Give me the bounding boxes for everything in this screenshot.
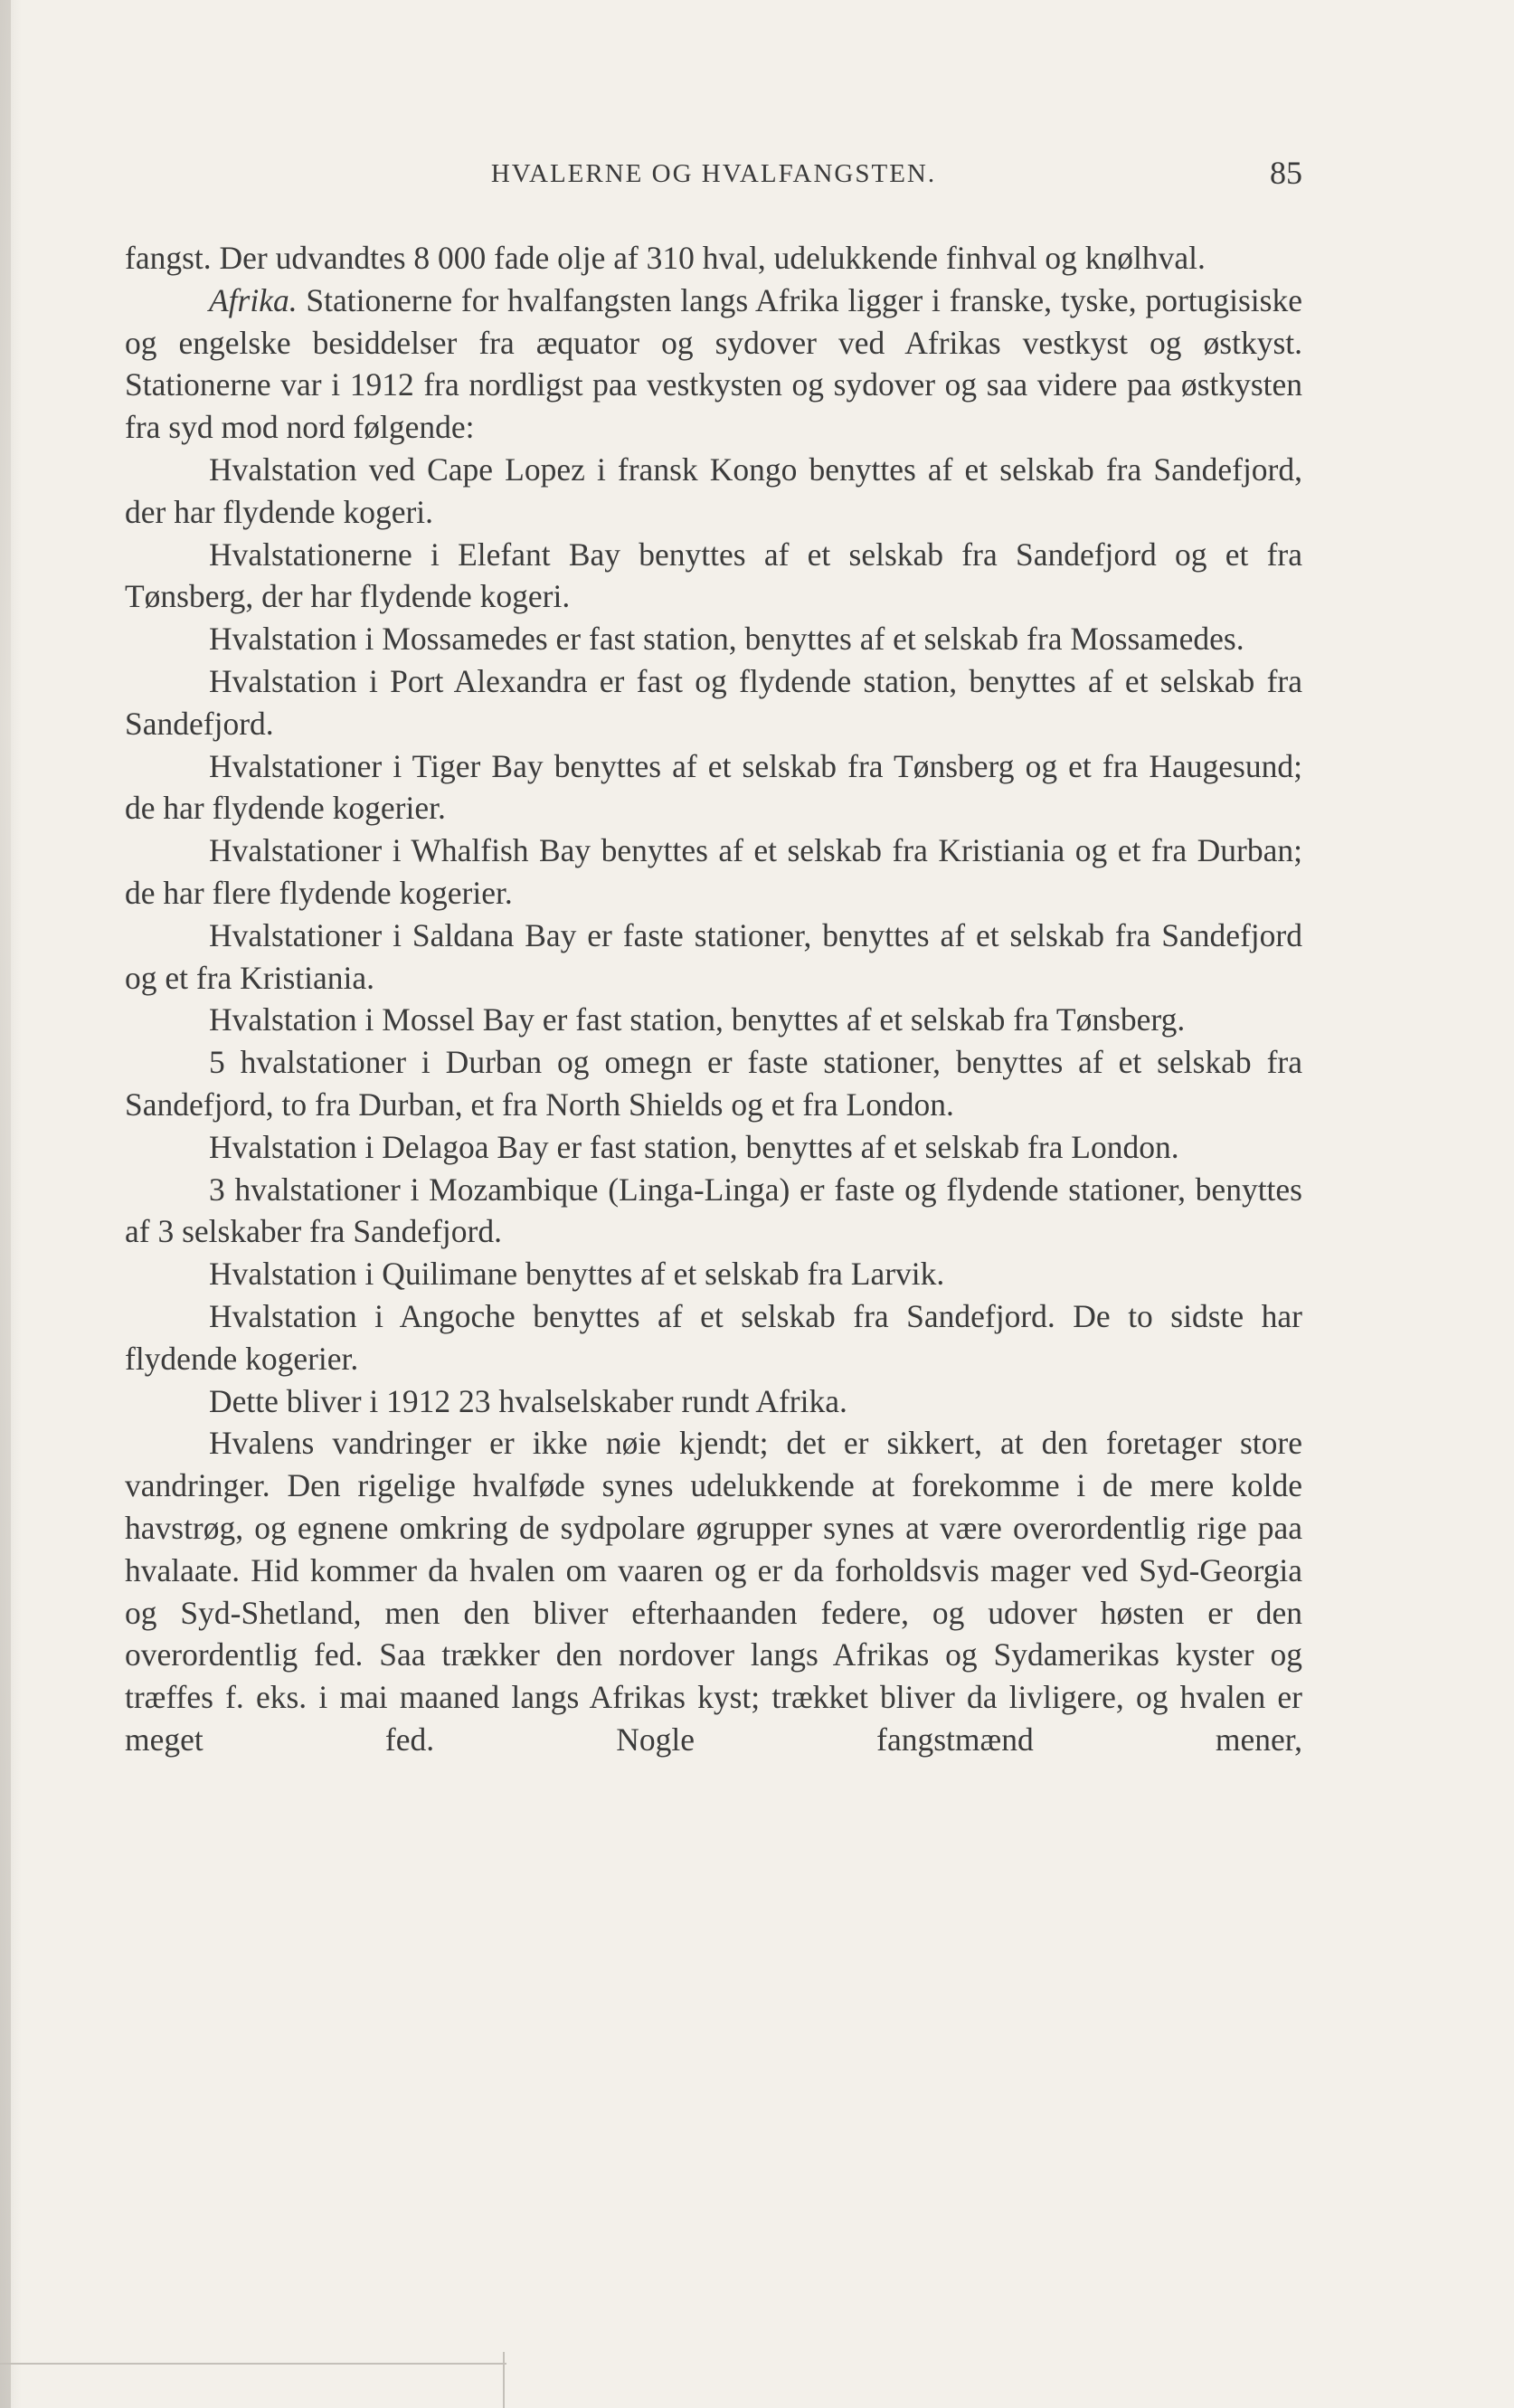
page-number: 85 [1270,155,1302,191]
paragraph-migration: Hvalens vandringer er ikke nøie kjendt; det er sikkert, at den foretager store vandringer. Den rigelige hvalføde synes udelukkende at forekomme i de mere kolde havstrøg, og egnene omkring de sydpolare øgrupper synes at være overordentlig rige paa hvalaate. Hid kommer da hvalen om vaaren og er da forholdsvis mager ved Syd-Georgia og Syd-Shetland, men den bliver efterhaanden federe, og udover høsten er den overordentlig fed. Saa trækker den nordover langs Afrikas og Sydamerikas kyster og træffes f. eks. i mai maaned langs Afrikas kyst; trækket bliver da livligere, og hvalen er meget fed. Nogle fangstmænd mener, [125,1425,1302,1758]
page-header [125,154,1302,204]
paragraph-saldana-bay: Hvalstationer i Saldana Bay er faste stationer, benyttes af et selskab fra Sandefjord og et fra Kristiania. [125,916,1302,996]
page-edge-shadow [0,0,11,2408]
section-heading-afrika: Afrika. [209,281,298,318]
running-title: HVALERNE OG HVALFANGSTEN. [490,159,937,188]
page-bottom-fold-line [0,2363,506,2365]
body-text [125,237,1302,1761]
paragraph-cape-lopez: Hvalstation ved Cape Lopez i fransk Kongo benyttes af et selskab fra Sandefjord, der har flydende kogeri. [125,450,1302,530]
page-bottom-fold-notch [503,2352,505,2408]
paragraph-delagoa-bay: Hvalstation i Delagoa Bay er fast station, benyttes af et selskab fra London. [209,1128,1179,1165]
paragraph-total: Dette bliver i 1912 23 hvalselskaber rundt Afrika. [209,1382,847,1419]
paragraph-afrika: Afrika. Stationerne for hvalfangsten langs Afrika ligger i franske, tyske, portugisiske og engelske besiddelser fra æquator og sydover ved Afrikas vestkyst og østkyst. Stationerne var i 1912 fra nordligst paa vestkysten og sydover og saa videre paa østkysten fra syd mod nord følgende: [125,281,1302,446]
paragraph-port-alexandra: Hvalstation i Port Alexandra er fast og flydende station, benyttes af et selskab fra Sandefjord. [125,662,1302,742]
paragraph-tiger-bay: Hvalstationer i Tiger Bay benyttes af et selskab fra Tønsberg og et fra Haugesund; de har flydende kogerier. [125,747,1302,827]
paragraph-whalfish-bay: Hvalstationer i Whalfish Bay benyttes af et selskab fra Kristiania og et fra Durban; de har flere flydende kogerier. [125,832,1302,911]
paragraph-durban: 5 hvalstationer i Durban og omegn er faste stationer, benyttes af et selskab fra Sandefjord, to fra Durban, et fra North Shields og et fra London. [125,1044,1302,1123]
paragraph-1: fangst. Der udvandtes 8 000 fade olje af 310 hval, udelukkende finhval og knølhval. [125,240,1206,276]
paragraph-mozambique: 3 hvalstationer i Mozambique (Linga-Linga) er faste og flydende stationer, benyttes af 3 selskaber fra Sandefjord. [125,1171,1302,1250]
paragraph-quilimane: Hvalstation i Quilimane benyttes af et selskab fra Larvik. [209,1256,945,1293]
paragraph-elefant-bay: Hvalstationerne i Elefant Bay benyttes af et selskab fra Sandefjord og et fra Tønsberg, der har flydende kogeri. [125,536,1302,615]
paragraph-mossel-bay: Hvalstation i Mossel Bay er fast station, benyttes af et selskab fra Tønsberg. [209,1001,1186,1038]
paragraph-mossamedes: Hvalstation i Mossamedes er fast station, benyttes af et selskab fra Mossamedes. [209,621,1244,658]
paragraph-angoche: Hvalstation i Angoche benyttes af et selskab fra Sandefjord. De to sidste har flydende kogerier. [125,1297,1302,1377]
